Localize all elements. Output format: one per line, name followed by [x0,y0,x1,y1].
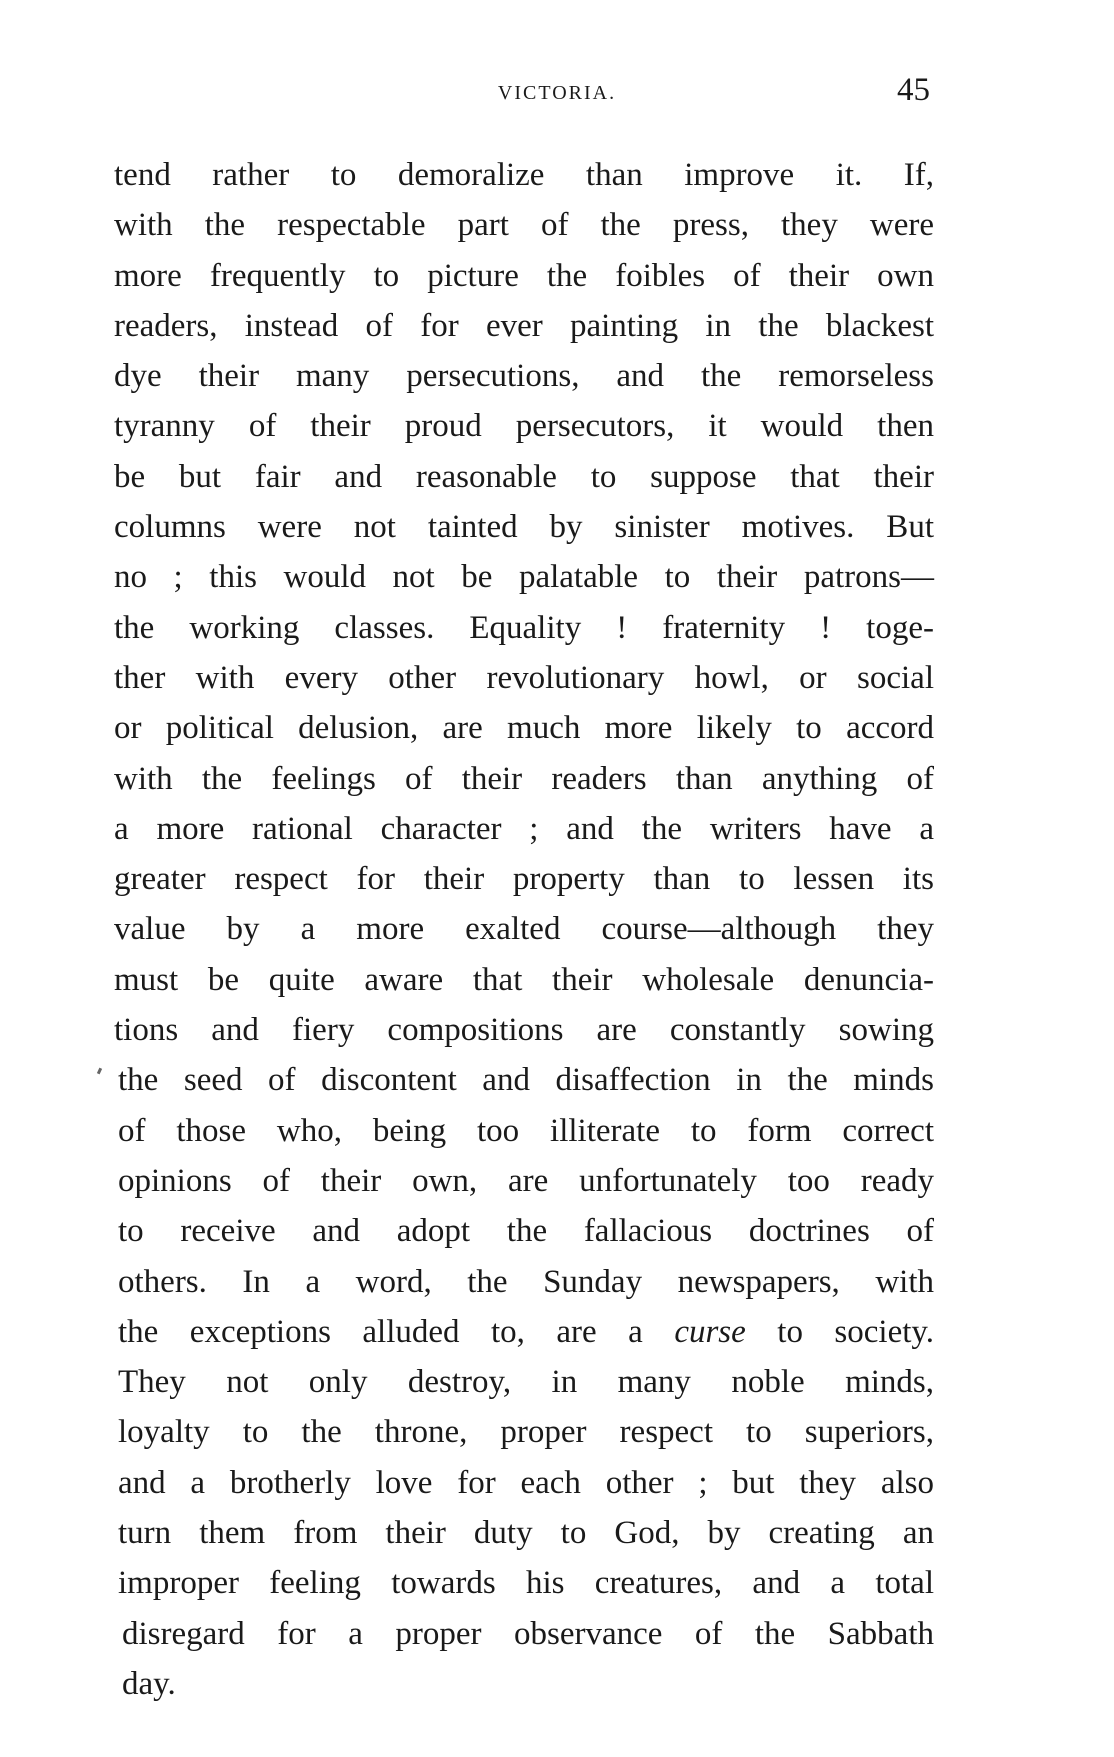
running-head [0,72,1114,112]
italic-word: curse [674,1313,746,1350]
text-line: turn them from their duty to God, by creating an [118,1515,934,1552]
text-line: with the feelings of their readers than anything of [114,760,934,797]
text-line: readers, instead of for ever painting in the blackest [114,307,934,344]
text-line: tend rather to demoralize than improve it. If, [114,157,934,193]
text-line: disregard for a proper observance of the Sabbath [122,1615,934,1652]
text-line: of those who, being too illiterate to form correct [118,1112,934,1149]
text-line: others. In a word, the Sunday newspapers, with [118,1263,934,1300]
text-line: and a brotherly love for each other ; but they also [118,1464,934,1501]
text-line: to receive and adopt the fallacious doctrines of [118,1213,934,1250]
text-line: with the respectable part of the press, they were [114,207,934,244]
text-line: columns were not tainted by sinister motives. But [114,509,934,546]
text-line: must be quite aware that their wholesale denuncia- [114,961,934,998]
running-title: VICTORIA. [497,82,617,104]
text-line: more frequently to picture the foibles of their own [114,257,934,294]
text-line: tions and fiery compositions are constantly sowing [114,1012,934,1049]
text-line: the seed of discontent and disaffection in the minds [118,1062,934,1099]
text-line: They not only destroy, in many noble minds, [118,1364,934,1401]
text-line-last: day. [122,1665,176,1702]
text-line: dye their many persecutions, and the remorseless [114,358,934,395]
text-line: or political delusion, are much more likely to accord [114,710,934,747]
text-fragment: to society. [745,1313,935,1350]
page-number: 45 [897,72,930,108]
text-line: the working classes. Equality ! fraternity ! toge- [114,609,934,646]
text-line: tyranny of their proud persecutors, it would then [114,408,934,445]
margin-mark [97,1068,102,1075]
text-line: no ; this would not be palatable to their patrons— [114,559,934,596]
text-fragment: the exceptions alluded to, are a [118,1313,675,1350]
text-line: opinions of their own, are unfortunately too ready [118,1162,934,1199]
text-line: improper feeling towards his creatures, and a total [118,1565,934,1602]
text-line-with-italic [114,1307,934,1357]
body-text [114,150,934,1709]
text-line: value by a more exalted course—although they [114,911,934,948]
text-line: loyalty to the throne, proper respect to superiors, [118,1414,934,1451]
text-line: greater respect for their property than to lessen its [114,861,934,898]
text-line: be but fair and reasonable to suppose that their [114,458,934,495]
text-line: ther with every other revolutionary howl, or social [114,659,934,696]
text-line: a more rational character ; and the writers have a [114,810,934,847]
